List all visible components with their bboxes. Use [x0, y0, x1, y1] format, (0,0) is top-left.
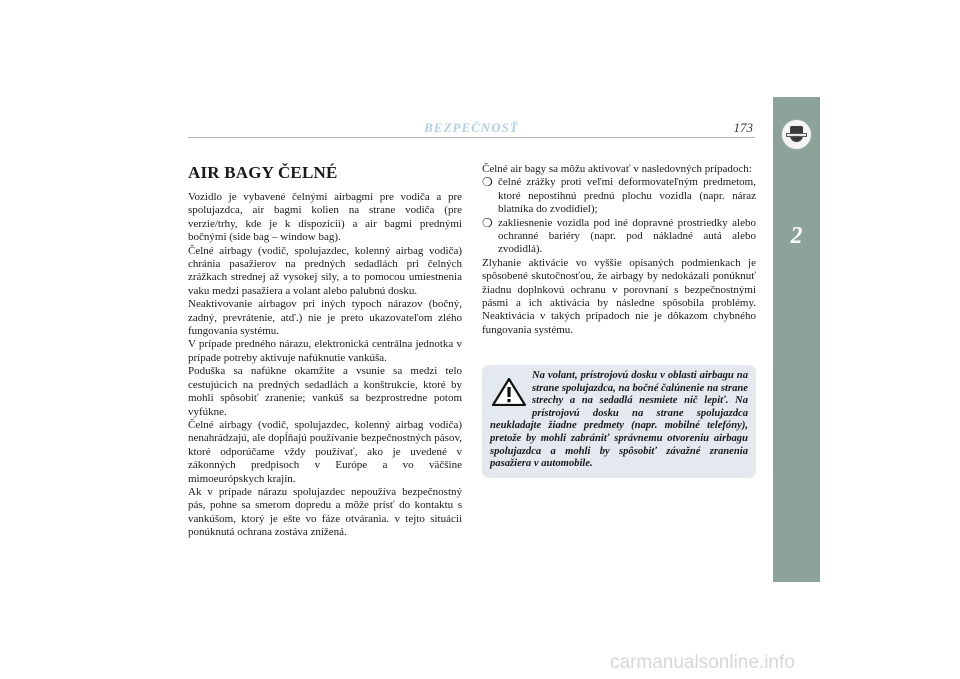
bullet-circle-icon: ❍: [482, 175, 493, 190]
paragraph: Neaktivovanie airbagov pri iných typoch nárazov (bočný, zadný, prevrátenie, atď.) nie je preto ukazovateľom zlého fungovania systému.: [188, 298, 462, 338]
paragraph: Čelné airbagy (vodič, spolujazdec, kolenný airbag vodiča) chránia pasažierov na predných sedadlách pri čelných zrážkach strednej až vysokej sily, a to pomocou umiestnenia vaku medzi pasažiera a volant alebo palubnú dosku.: [188, 244, 462, 297]
paragraph: V prípade predného nárazu, elektronická centrálna jednotka v prípade potreby aktivuje nafúknutie vankúša.: [188, 338, 462, 364]
section-header-title: BEZPEČNOSŤ: [424, 120, 519, 135]
watermark: carmanualsonline.info: [610, 652, 795, 673]
left-column: [188, 163, 462, 540]
list-item-text: čelné zrážky proti veľmi deformovateľným predmetom, ktoré nepostihnú prednú plochu vozidla (napr. náraz blatníka do zvodidiel);: [498, 176, 756, 216]
lancia-logo-icon: [781, 119, 812, 150]
right-column: [482, 163, 756, 337]
list-item-text: zakliesnenie vozidla pod iné dopravné prostriedky alebo ochranné bariéry (napr. pod nákladné autá alebo zvodidlá).: [498, 216, 756, 256]
list-item: [482, 176, 756, 216]
paragraph: Vozidlo je vybavené čelnými airbagmi pre vodiča a pre spolujazdca, air bagmi kolien na strane vodiča (pre verzie/trhy, kde je k dispozícii) a air bagmi prednými bočnými (side bag – window bag).: [188, 191, 462, 244]
chapter-side-tab: [773, 97, 820, 582]
section-title: AIR BAGY ČELNÉ: [188, 163, 338, 182]
chapter-number: 2: [790, 223, 803, 249]
header-divider: [188, 137, 755, 138]
page-header: [188, 118, 755, 140]
warning-triangle-icon: [492, 378, 526, 406]
warning-text: Na volant, prístrojovú dosku v oblasti airbagu na strane spolujazdca, na bočné čalúnenie na strane strechy a na sedadlá nesmiete nič lepiť. Na prístrojovú dosku na strane spolujazdca neukladajte žiadne predmety (napr. mobilné telefóny), pretože by mohli zabrániť správnemu otvoreniu airbagu spolujazdca a mohli by spôsobiť závažné zranenia pasažiera v automobile.: [490, 370, 748, 470]
activation-cases-list: [482, 176, 756, 256]
closing-paragraph: Zlyhanie aktivácie vo vyššie opísaných podmienkach je spôsobené skutočnosťou, že airbagy by nedokázali ponúknuť žiadnu doplnkovú ochranu v porovnaní s bezpečnostnými pásmi a ich aktivácia by následne spôsobila problémy. Neaktivácia v takých prípadoch nie je dôkazom chybného fungovania systému.: [482, 256, 756, 336]
paragraph: Poduška sa nafúkne okamžite a vsunie sa medzi telo cestujúcich na predných sedadlách a konštrukcie, ktoré by mohli spôsobiť zranenie; vankúš sa bezprostredne potom vyfúkne.: [188, 365, 462, 418]
list-item: [482, 217, 756, 257]
bullet-circle-icon: ❍: [482, 215, 493, 230]
intro-paragraph: Čelné air bagy sa môžu aktivovať v nasledovných prípadoch:: [482, 163, 752, 175]
page-number: 173: [733, 120, 753, 135]
warning-box: [482, 365, 756, 478]
paragraph: Čelné airbagy (vodič, spolujazdec, kolenný airbag vodiča) nenahrádzajú, ale dopĺňajú používanie bezpečnostných pásov, ktoré odporúčame vždy používať, ako je uvedené v zákonných predpisoch v Európe a vo väčšine mimoeurópskych krajín.: [188, 418, 462, 485]
paragraph: Ak v prípade nárazu spolujazdec nepoužíva bezpečnostný pás, pohne sa smerom dopredu a môže prísť do kontaktu s vankúšom, ktorý je ešte vo fáze otvárania. v tejto situácii ponúknutá ochrana zostáva znížená.: [188, 485, 462, 539]
